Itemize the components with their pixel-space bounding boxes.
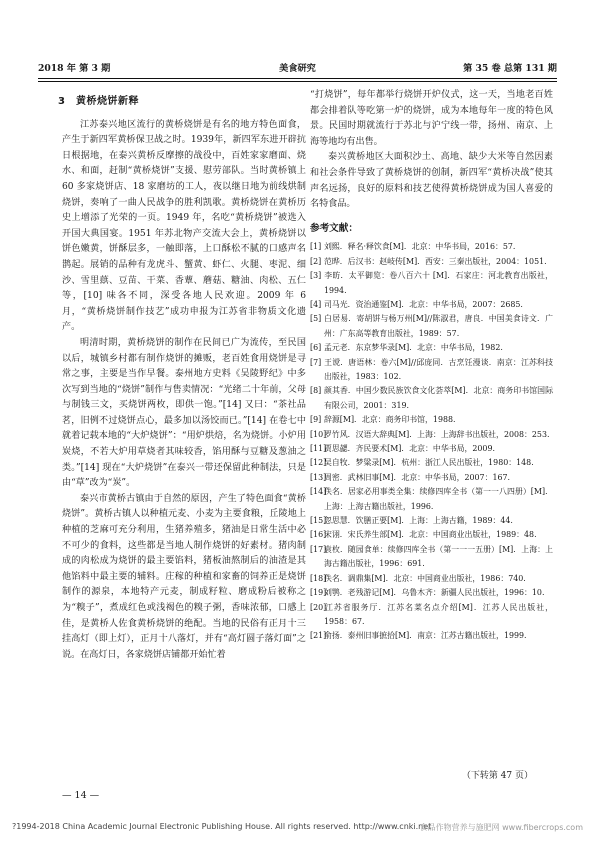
reference-text: 江苏省服务厅．江苏名菜名点介绍[M]．江苏人民出版社，1958：67. bbox=[324, 602, 553, 626]
reference-number: [11] bbox=[310, 444, 327, 454]
reference-text: 李昉．太平御览：卷八百六十 [M]．石家庄：河北教育出版社，1994. bbox=[324, 271, 553, 295]
reference-number: [20] bbox=[310, 602, 327, 612]
reference-text: 罗竹风．汉语大辞典[M]．上海：上海辞书出版社，2008：253. bbox=[324, 429, 550, 439]
page-number: — 14 — bbox=[62, 790, 100, 801]
reference-item bbox=[310, 341, 553, 355]
reference-item bbox=[310, 240, 553, 254]
reference-number: [7] bbox=[310, 357, 322, 367]
reference-item bbox=[310, 428, 553, 442]
reference-item bbox=[310, 543, 553, 572]
reference-item bbox=[310, 442, 553, 456]
reference-item bbox=[310, 456, 553, 470]
body-paragraph: “打烧饼”，每年都举行烧饼开炉仪式，这一天，当地老百姓都会排着队等吃第一炉的烧饼，成为本地每年一度的特色风景。民国时期就流行于苏北与沪宁线一带，扬州、南京、上海等地均有出售。 bbox=[310, 90, 553, 147]
reference-item bbox=[310, 629, 553, 643]
running-header bbox=[38, 60, 557, 76]
reference-number: [14] bbox=[310, 487, 327, 497]
reference-number: [15] bbox=[310, 516, 327, 526]
continuation-note: （下转第 47 页） bbox=[461, 771, 533, 781]
reference-text: 范晔．后汉书：赵岐传[M]．西安：三秦出版社，2004：1051. bbox=[324, 256, 547, 266]
reference-item bbox=[310, 255, 553, 269]
reference-number: [19] bbox=[310, 588, 327, 598]
reference-item bbox=[310, 269, 553, 298]
reference-text: 佚名．调鼎集[M]．北京：中国商业出版社，1986：740. bbox=[324, 573, 526, 583]
body-paragraph: 泰兴市黄桥古镇由于自然的原因，产生了特色面食“黄桥烧饼”。黄桥古镇人以种植元麦、小麦为主要食粮，丘陵地上种植的芝麻可充分利用，生猪养殖多，猪油是日常生活中必不可少的食料，这些都是当地人制作烧饼的好素材。猪肉制成的肉松成为烧饼的最主要馅料，猪板油熬制后的油渣是其他馅料中最主要的辅料。庄稼的种植和家畜的饲养正是烧饼制作的源泉，本地特产元麦，制成籽粒、磨成粉后被称之为“糗子”，煮成红色或浅褐色的糗子粥，香味浓郁，口感上佳，是黄桥人佐食黄桥烧饼的绝配。当地的民俗有正月十三挂高灯（即上灯），正月十八落灯，并有“高灯圆子落灯面”之说。在高灯日，各家烧饼店铺都开始忙着 bbox=[62, 493, 306, 660]
reference-item bbox=[310, 586, 553, 600]
header-volume: 第 35 卷 总第 131 期 bbox=[463, 63, 557, 74]
reference-text: 颜其香．中国少数民族饮食文化荟萃[M]．北京：商务印书馆国际有限公司，2001：319. bbox=[324, 386, 553, 410]
reference-number: [1] bbox=[310, 242, 322, 252]
reference-text: 王谠．唐语林：卷六[M]//邱庞同．古烹饪漫谈．南京：江苏科技出版社，1983：102. bbox=[324, 357, 553, 381]
reference-text: 司马光．资治通鉴[M]．北京：中华书局，2007：2685. bbox=[324, 299, 523, 309]
reference-number: [9] bbox=[310, 415, 322, 425]
reference-item bbox=[310, 601, 553, 630]
site-watermark: 食品作物营养与施肥网 www.fibercrops.com bbox=[419, 823, 583, 832]
body-paragraph: 泰兴黄桥地区大面积沙土、高地、缺少大米等自然因素和社会条件导致了黄桥烧饼的创制，新四军“黄桥决战”使其声名远扬，良好的原料和技艺使得黄桥烧饼成为国人喜爱的名特食品。 bbox=[310, 152, 553, 210]
reference-list bbox=[310, 240, 553, 643]
reference-text: 宋诩．宋氏养生部[M]．北京：中国商业出版社，1989：48. bbox=[324, 530, 537, 540]
left-column bbox=[58, 88, 306, 663]
body-paragraph: 明清时期，黄桥烧饼的制作在民间已广为流传，至民国以后，城镇乡村都有制作烧饼的摊贩，老百姓食用烧饼是寻常之事，主要是当作早餐。泰州地方史料《吴陵野纪》中多次写到当地的“烧饼”制作与售卖情况：“光绪二十年前，父母与制钱三文，买烧饼两枚，即供一饱。”[14] 又曰：“茶社品茗，旧例不过烧饼点心，最多加以汤饺而已。”[14] 在卷七中就着记载本地的“大炉烧饼”：“用炉烘焙，名为烧饼。小炉用炭烧，不若大炉用草烧者其味较香，馅用酥与豆糖及葱油之类。”[14] 现在“大炉烧饼”在泰兴一带还保留此种制法，只是由“草”改为“炭”。 bbox=[62, 337, 306, 489]
reference-item bbox=[310, 384, 553, 413]
section-heading bbox=[58, 94, 306, 110]
reference-item bbox=[310, 528, 553, 542]
reference-text: 周密．武林旧事[M]．北京：中华书局，2007：167. bbox=[324, 472, 511, 482]
reference-text: 孟元老．东京梦华录[M]．北京：中华书局，1982. bbox=[324, 343, 503, 353]
reference-item bbox=[310, 485, 553, 514]
references-heading: 参考文献： bbox=[310, 222, 358, 234]
reference-text: 佚名．居家必用事类全集：续修四库全书（第一一八四册）[M]．上海：上海古籍出版社，1996. bbox=[324, 487, 553, 511]
section-title: 黄桥烧饼新释 bbox=[76, 96, 139, 107]
reference-number: [2] bbox=[310, 256, 322, 266]
reference-number: [18] bbox=[310, 573, 327, 583]
reference-text: 俞扬．泰州旧事摭拾[M]．南京：江苏古籍出版社，1999. bbox=[324, 631, 527, 641]
reference-number: [16] bbox=[310, 530, 327, 540]
reference-text: 吴自牧．梦粱录[M]．杭州：浙江人民出版社，1980：148. bbox=[324, 458, 534, 468]
reference-number: [17] bbox=[310, 544, 327, 554]
reference-number: [12] bbox=[310, 458, 327, 468]
reference-number: [4] bbox=[310, 299, 322, 309]
reference-item bbox=[310, 572, 553, 586]
header-issue: 2018 年 第 3 期 bbox=[38, 63, 111, 74]
body-paragraph: 江苏泰兴地区流行的黄桥烧饼是有名的地方特色面食，产生于新四军黄桥保卫战之时。1939年，新四军东进开辟抗日根据地，在泰兴黄桥反摩擦的战役中，百姓家家磨面、烧水、和面，赶制“黄桥烧饼”支援、慰劳部队。当时黄桥镇上 60 多家烧饼店、18 家磨坊的工人，夜以继日地为前线烘制烧饼，奏响了一曲人民战争的胜利凯歌。黄桥烧饼在黄桥历史上增添了光荣的一页。1949 年，名吃“黄桥烧饼”被选入开国大典国宴。1951 年苏北物产交流大会上，黄桥烧饼以饼色嫩黄，饼酥层多，一触即落，上口酥松不腻的口感声名鹊起。展销的品种有龙虎斗、蟹黄、虾仁、火腿、枣泥、细沙、雪里蕻、豆苗、干菜、香蕈、蘑菇、糖油、肉松、五仁等，[10] 味各不同，深受各地人民欢迎。2009 年 6 月，“黄桥烧饼制作技艺”成功申报为江苏省非物质文化遗产。 bbox=[62, 119, 306, 333]
right-column bbox=[310, 88, 553, 644]
reference-number: [13] bbox=[310, 472, 327, 482]
header-rule bbox=[38, 78, 557, 79]
reference-number: [6] bbox=[310, 343, 322, 353]
reference-item bbox=[310, 413, 553, 427]
reference-text: 忽思慧．饮膳正要[M]．上海：上海古籍，1989：44. bbox=[324, 516, 513, 526]
copyright-footer: ?1994-2018 China Academic Journal Electronic Publishing House. All rights reserved. http://www.cnki.net bbox=[12, 822, 432, 831]
reference-number: [8] bbox=[310, 386, 322, 396]
reference-text: 袁枚．随园食单：续修四库全书（第一一一五册）[M]．上海：上海古籍出版社，1996：691. bbox=[324, 544, 553, 569]
reference-item bbox=[310, 471, 553, 485]
reference-number: [5] bbox=[310, 314, 322, 324]
header-journal-name: 美食研究 bbox=[279, 63, 316, 74]
reference-item bbox=[310, 514, 553, 528]
reference-text: 刘鹗．老残游记[M]．乌鲁木齐：新疆人民出版社，1996：10. bbox=[324, 588, 545, 598]
reference-number: [21] bbox=[310, 631, 327, 641]
reference-item bbox=[310, 298, 553, 312]
section-number: 3 bbox=[58, 96, 66, 107]
reference-item bbox=[310, 356, 553, 385]
reference-text: 刘熙．释名·释饮食[M]．北京：中华书局，2016：57. bbox=[324, 242, 516, 252]
reference-text: 贾思勰．齐民要术[M]．北京：中华书局，2009. bbox=[324, 444, 495, 454]
reference-text: 白居易．寄胡饼与杨万州[M]//陈淑君，唐良．中国美食诗文．广州：广东高等教育出版社，1989：57. bbox=[324, 314, 553, 338]
reference-text: 辞源[M]．北京：商务印书馆，1988. bbox=[324, 415, 456, 425]
reference-number: [3] bbox=[310, 271, 322, 281]
reference-item bbox=[310, 312, 553, 341]
header-rule-thin bbox=[38, 81, 557, 82]
reference-number: [10] bbox=[310, 429, 327, 439]
